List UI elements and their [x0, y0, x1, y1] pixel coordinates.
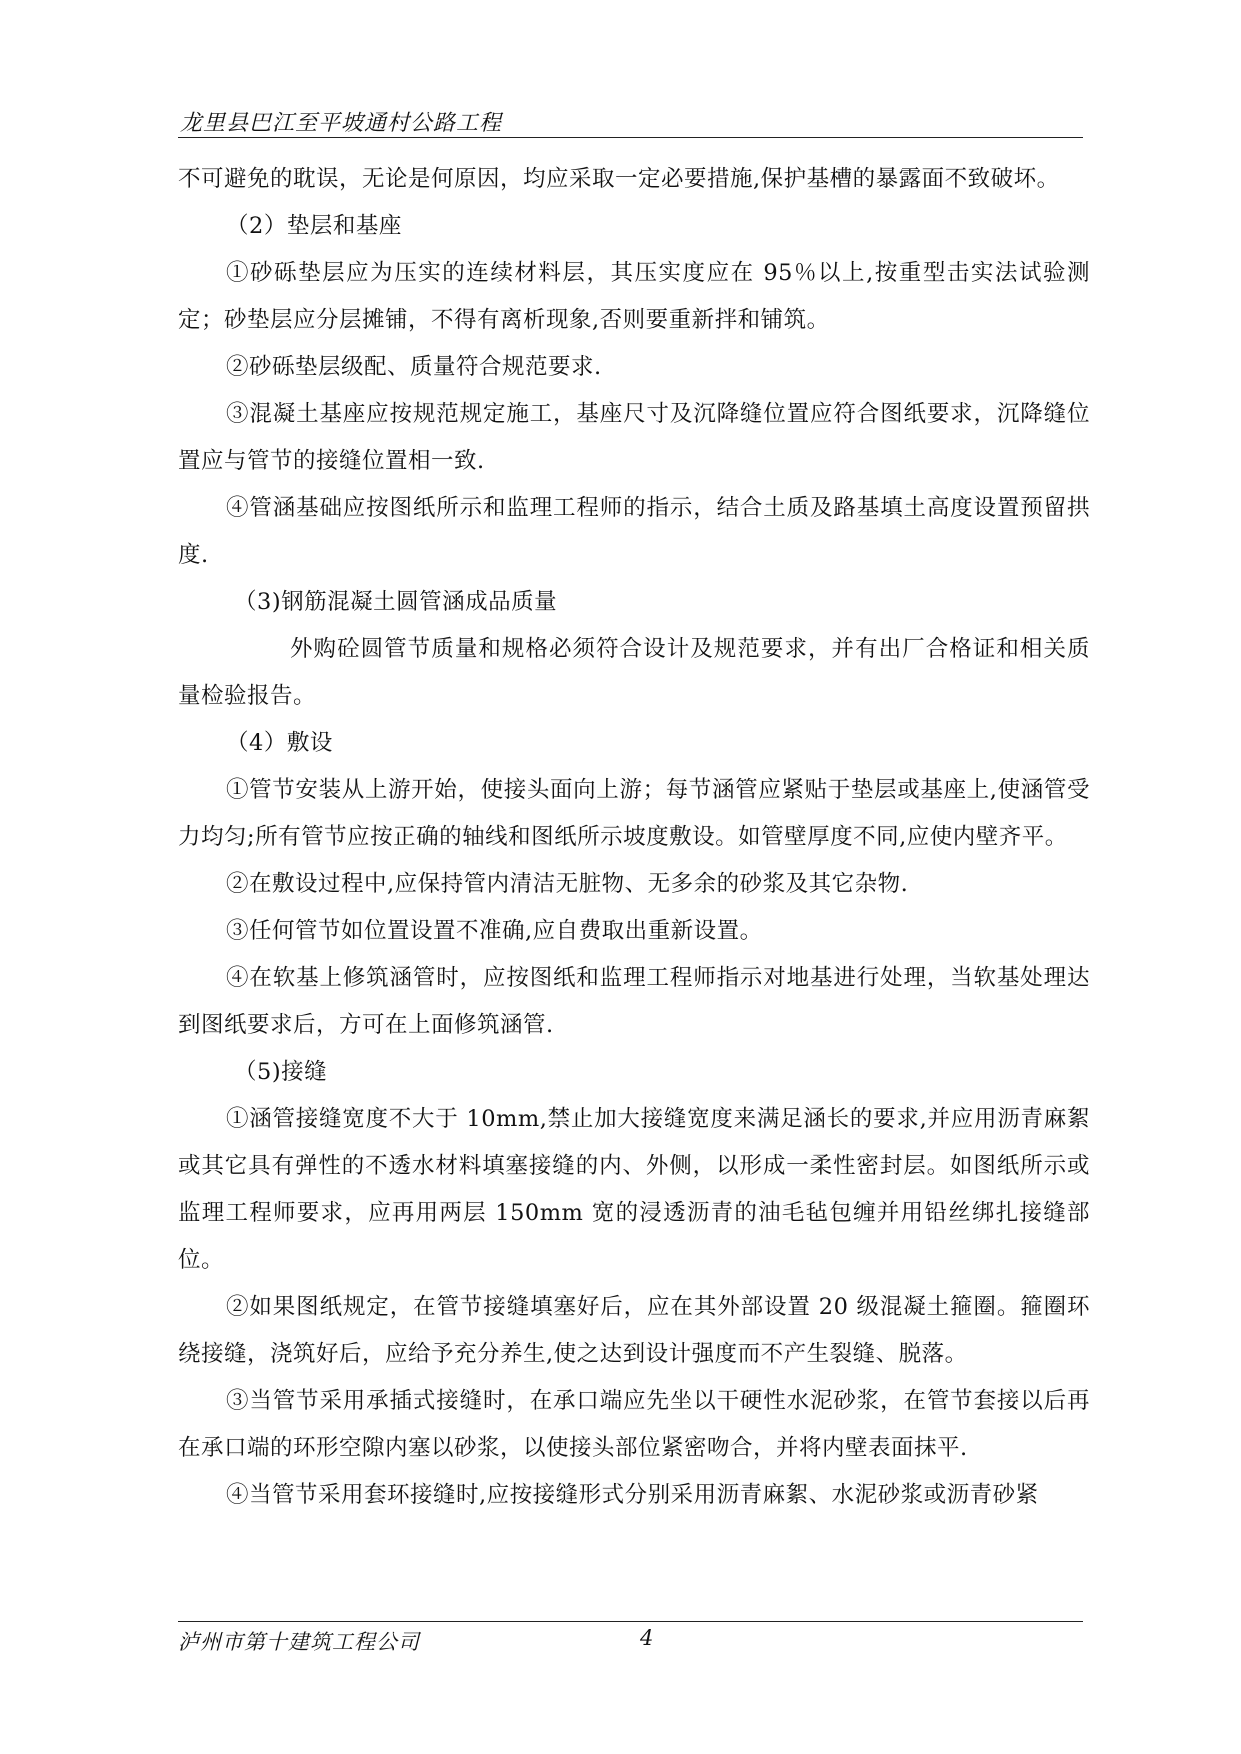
paragraph: ①涵管接缝宽度不大于 10mm,禁止加大接缝宽度来满足涵长的要求,并应用沥青麻絮或其它具有弹性的不透水材料填塞接缝的内、外侧，以形成一柔性密封层。如图纸所示或监理工程师要求，应再用两层 150mm 宽的浸透沥青的油毛毡包缠并用铅丝绑扎接缝部位。 [178, 1106, 1090, 1273]
document-body [178, 156, 1090, 1519]
paragraph: ②砂砾垫层级配、质量符合规范要求. [226, 354, 602, 380]
paragraph: ③任何管节如位置设置不准确,应自费取出重新设置。 [226, 918, 763, 944]
footer-rule [178, 1621, 1083, 1622]
paragraph: ④管涵基础应按图纸所示和监理工程师的指示，结合土质及路基填土高度设置预留拱度. [178, 495, 1090, 568]
paragraph: 外购砼圆管节质量和规格必须符合设计及规范要求，并有出厂合格证和相关质量检验报告。 [178, 636, 1090, 709]
section-heading: （4）敷设 [226, 730, 333, 756]
paragraph: ②在敷设过程中,应保持管内清洁无脏物、无多余的砂浆及其它杂物. [226, 871, 909, 897]
paragraph: ①砂砾垫层应为压实的连续材料层，其压实度应在 95％以上,按重型击实法试验测定；砂垫层应分层摊铺，不得有离析现象,否则要重新拌和铺筑。 [178, 260, 1090, 333]
header-title: 龙里县巴江至平坡通村公路工程 [180, 111, 503, 136]
paragraph: ③当管节采用承插式接缝时，在承口端应先坐以干硬性水泥砂浆，在管节套接以后再在承口端的环形空隙内塞以砂浆，以使接头部位紧密吻合，并将内壁表面抹平. [178, 1388, 1090, 1461]
paragraph: ②如果图纸规定，在管节接缝填塞好后，应在其外部设置 20 级混凝土箍圈。箍圈环绕接缝，浇筑好后，应给予充分养生,使之达到设计强度而不产生裂缝、脱落。 [178, 1294, 1090, 1367]
section-heading: （3)钢筋混凝土圆管涵成品质量 [234, 589, 558, 615]
section-heading: （2）垫层和基座 [226, 213, 402, 239]
paragraph: ④在软基上修筑涵管时，应按图纸和监理工程师指示对地基进行处理，当软基处理达到图纸要求后，方可在上面修筑涵管. [178, 965, 1090, 1038]
paragraph: ①管节安装从上游开始，使接头面向上游；每节涵管应紧贴于垫层或基座上,使涵管受力均匀;所有管节应按正确的轴线和图纸所示坡度敷设。如管壁厚度不同,应使内壁齐平。 [178, 777, 1090, 850]
page-number: 4 [640, 1626, 654, 1650]
paragraph: 不可避免的耽误，无论是何原因，均应采取一定必要措施,保护基槽的暴露面不致破坏。 [178, 166, 1060, 192]
section-heading: （5)接缝 [234, 1059, 328, 1085]
header-rule [178, 137, 1083, 138]
paragraph: ③混凝土基座应按规范规定施工，基座尺寸及沉降缝位置应符合图纸要求，沉降缝位置应与管节的接缝位置相一致. [178, 401, 1090, 474]
paragraph: ④当管节采用套环接缝时,应按接缝形式分别采用沥青麻絮、水泥砂浆或沥青砂紧 [226, 1482, 1039, 1508]
footer-company: 泸州市第十建筑工程公司 [178, 1630, 420, 1654]
